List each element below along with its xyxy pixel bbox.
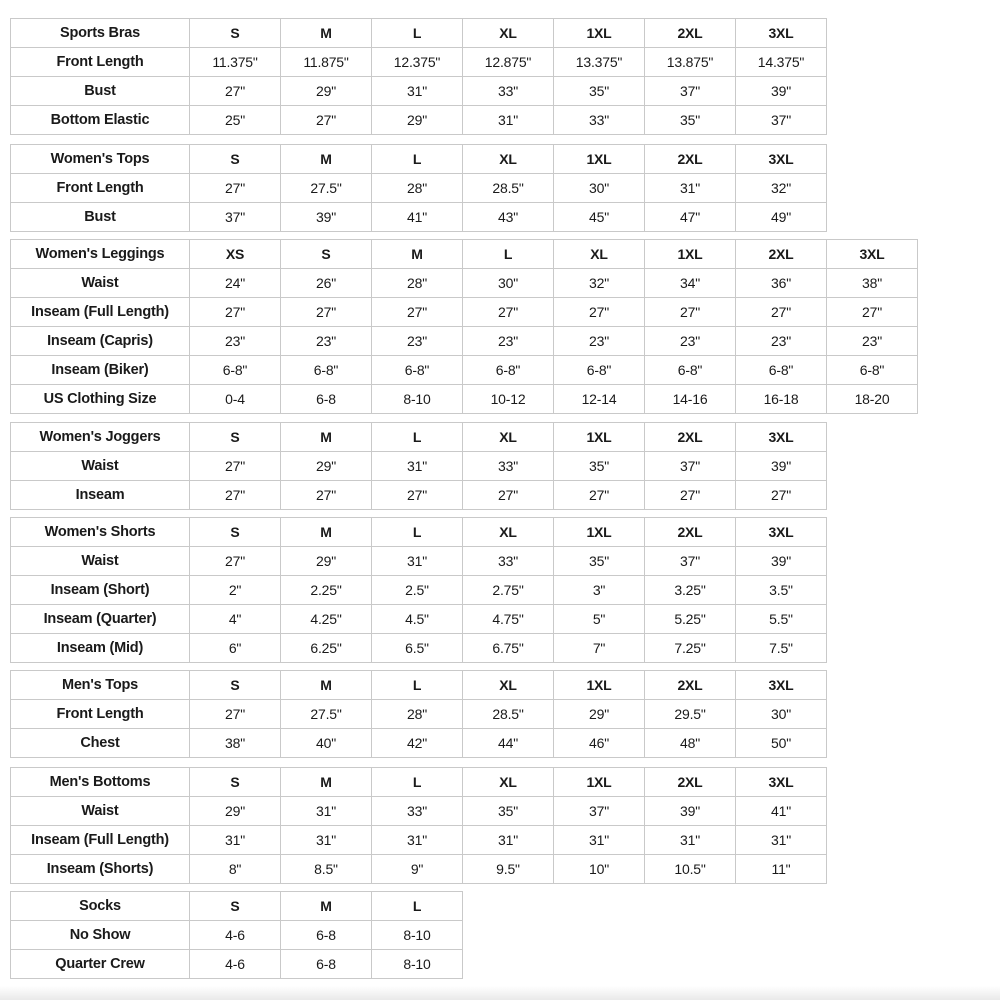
measurement-label: US Clothing Size — [11, 385, 190, 414]
measurement-label: Waist — [11, 547, 190, 576]
measurement-cell: 31" — [281, 797, 372, 826]
measurement-cell: 25" — [190, 106, 281, 135]
measurement-label: Inseam (Quarter) — [11, 605, 190, 634]
measurement-cell: 8.5" — [281, 855, 372, 884]
measurement-cell: 41" — [736, 797, 827, 826]
measurement-cell: 27" — [190, 174, 281, 203]
measurement-cell: 37" — [645, 547, 736, 576]
measurement-label: Waist — [11, 452, 190, 481]
table-row — [11, 106, 827, 135]
measurement-cell: 12.875" — [463, 48, 554, 77]
table-row — [11, 203, 827, 232]
measurement-cell: 48" — [645, 729, 736, 758]
size-header-cell: 3XL — [736, 423, 827, 452]
table-row — [11, 481, 827, 510]
size-header-cell: M — [281, 145, 372, 174]
measurement-cell: 27" — [190, 481, 281, 510]
measurement-label: Inseam (Short) — [11, 576, 190, 605]
header-row — [11, 423, 827, 452]
measurement-cell: 41" — [372, 203, 463, 232]
measurement-cell: 27.5" — [281, 700, 372, 729]
size-header-cell: XL — [463, 145, 554, 174]
measurement-cell: 6.5" — [372, 634, 463, 663]
table-row — [11, 298, 918, 327]
measurement-cell: 24" — [190, 269, 281, 298]
measurement-cell: 2.75" — [463, 576, 554, 605]
measurement-cell: 5" — [554, 605, 645, 634]
measurement-label: Inseam (Mid) — [11, 634, 190, 663]
measurement-cell: 28.5" — [463, 700, 554, 729]
table-row — [11, 452, 827, 481]
measurement-cell: 23" — [554, 327, 645, 356]
table-row — [11, 576, 827, 605]
measurement-cell: 39" — [736, 452, 827, 481]
measurement-cell: 31" — [736, 826, 827, 855]
size-header-cell: XL — [463, 518, 554, 547]
measurement-cell: 27" — [463, 481, 554, 510]
table-row — [11, 356, 918, 385]
size-header-cell: L — [372, 671, 463, 700]
measurement-cell: 16-18 — [736, 385, 827, 414]
measurement-cell: 27" — [554, 298, 645, 327]
measurement-cell: 23" — [190, 327, 281, 356]
measurement-cell: 26" — [281, 269, 372, 298]
table-row — [11, 797, 827, 826]
measurement-cell: 29" — [372, 106, 463, 135]
measurement-cell: 33" — [463, 452, 554, 481]
measurement-cell: 31" — [372, 452, 463, 481]
measurement-label: Front Length — [11, 174, 190, 203]
measurement-cell: 2.25" — [281, 576, 372, 605]
size-header-cell: XL — [554, 240, 645, 269]
size-header-cell: XS — [190, 240, 281, 269]
measurement-cell: 7.25" — [645, 634, 736, 663]
size-header-cell: 1XL — [554, 768, 645, 797]
header-row — [11, 768, 827, 797]
measurement-cell: 4" — [190, 605, 281, 634]
measurement-cell: 27" — [190, 452, 281, 481]
measurement-label: Waist — [11, 269, 190, 298]
table-row — [11, 77, 827, 106]
size-header-cell: XL — [463, 423, 554, 452]
measurement-cell: 6-8" — [281, 356, 372, 385]
measurement-cell: 35" — [554, 452, 645, 481]
measurement-cell: 35" — [463, 797, 554, 826]
womens-leggings-table — [10, 239, 918, 414]
measurement-cell: 14.375" — [736, 48, 827, 77]
category-label: Women's Shorts — [11, 518, 190, 547]
size-header-cell: 3XL — [827, 240, 918, 269]
measurement-cell: 47" — [645, 203, 736, 232]
size-header-cell: L — [372, 19, 463, 48]
measurement-cell: 6-8" — [463, 356, 554, 385]
measurement-cell: 5.5" — [736, 605, 827, 634]
measurement-cell: 8-10 — [372, 385, 463, 414]
table-row — [11, 826, 827, 855]
size-header-cell: M — [372, 240, 463, 269]
bottom-shadow — [0, 986, 1000, 1000]
size-header-cell: L — [372, 423, 463, 452]
measurement-cell: 27" — [190, 700, 281, 729]
size-header-cell: 1XL — [554, 423, 645, 452]
measurement-cell: 10-12 — [463, 385, 554, 414]
measurement-cell: 18-20 — [827, 385, 918, 414]
measurement-cell: 39" — [736, 547, 827, 576]
measurement-cell: 38" — [827, 269, 918, 298]
size-header-cell: 3XL — [736, 671, 827, 700]
measurement-label: Bust — [11, 77, 190, 106]
measurement-label: Chest — [11, 729, 190, 758]
measurement-cell: 30" — [463, 269, 554, 298]
size-header-cell: S — [190, 768, 281, 797]
table-row — [11, 269, 918, 298]
measurement-cell: 9.5" — [463, 855, 554, 884]
table-row — [11, 174, 827, 203]
mens-tops-table — [10, 670, 827, 758]
header-row — [11, 892, 463, 921]
measurement-cell: 28" — [372, 700, 463, 729]
size-header-cell: 1XL — [554, 671, 645, 700]
measurement-cell: 37" — [190, 203, 281, 232]
measurement-cell: 29" — [554, 700, 645, 729]
table-row — [11, 855, 827, 884]
size-header-cell: L — [372, 768, 463, 797]
category-label: Men's Bottoms — [11, 768, 190, 797]
measurement-cell: 37" — [645, 452, 736, 481]
measurement-cell: 31" — [281, 826, 372, 855]
measurement-cell: 39" — [281, 203, 372, 232]
header-row — [11, 671, 827, 700]
measurement-cell: 11.875" — [281, 48, 372, 77]
measurement-cell: 3" — [554, 576, 645, 605]
measurement-cell: 3.5" — [736, 576, 827, 605]
size-header-cell: L — [372, 892, 463, 921]
measurement-cell: 10.5" — [645, 855, 736, 884]
table-row — [11, 729, 827, 758]
size-header-cell: M — [281, 423, 372, 452]
size-header-cell: L — [372, 518, 463, 547]
measurement-cell: 8" — [190, 855, 281, 884]
measurement-cell: 45" — [554, 203, 645, 232]
measurement-cell: 30" — [554, 174, 645, 203]
measurement-cell: 27" — [281, 298, 372, 327]
measurement-cell: 40" — [281, 729, 372, 758]
measurement-cell: 12-14 — [554, 385, 645, 414]
table-row — [11, 921, 463, 950]
measurement-cell: 31" — [463, 826, 554, 855]
size-header-cell: 3XL — [736, 19, 827, 48]
measurement-cell: 32" — [736, 174, 827, 203]
size-header-cell: S — [190, 671, 281, 700]
size-header-cell: XL — [463, 19, 554, 48]
measurement-cell: 11" — [736, 855, 827, 884]
measurement-cell: 31" — [190, 826, 281, 855]
measurement-cell: 6-8" — [190, 356, 281, 385]
measurement-cell: 14-16 — [645, 385, 736, 414]
category-label: Men's Tops — [11, 671, 190, 700]
measurement-cell: 33" — [372, 797, 463, 826]
size-header-cell: M — [281, 671, 372, 700]
measurement-cell: 42" — [372, 729, 463, 758]
measurement-cell: 4-6 — [190, 921, 281, 950]
measurement-cell: 27" — [463, 298, 554, 327]
measurement-cell: 23" — [463, 327, 554, 356]
table-row — [11, 950, 463, 979]
measurement-cell: 31" — [372, 77, 463, 106]
size-header-cell: XL — [463, 768, 554, 797]
measurement-cell: 29.5" — [645, 700, 736, 729]
measurement-cell: 23" — [645, 327, 736, 356]
measurement-cell: 23" — [281, 327, 372, 356]
measurement-cell: 29" — [190, 797, 281, 826]
measurement-label: Quarter Crew — [11, 950, 190, 979]
table-row — [11, 48, 827, 77]
measurement-cell: 23" — [736, 327, 827, 356]
measurement-cell: 4.75" — [463, 605, 554, 634]
measurement-cell: 6-8" — [372, 356, 463, 385]
measurement-cell: 33" — [463, 77, 554, 106]
measurement-label: Bust — [11, 203, 190, 232]
measurement-cell: 28.5" — [463, 174, 554, 203]
measurement-cell: 6-8" — [736, 356, 827, 385]
measurement-cell: 2.5" — [372, 576, 463, 605]
header-row — [11, 240, 918, 269]
measurement-cell: 6.75" — [463, 634, 554, 663]
measurement-cell: 4.5" — [372, 605, 463, 634]
measurement-label: Inseam (Capris) — [11, 327, 190, 356]
measurement-cell: 27" — [372, 298, 463, 327]
measurement-cell: 6" — [190, 634, 281, 663]
size-header-cell: 2XL — [645, 19, 736, 48]
measurement-cell: 31" — [372, 826, 463, 855]
measurement-cell: 6-8" — [645, 356, 736, 385]
size-header-cell: 2XL — [645, 145, 736, 174]
measurement-cell: 34" — [645, 269, 736, 298]
measurement-label: No Show — [11, 921, 190, 950]
measurement-cell: 6-8 — [281, 921, 372, 950]
measurement-cell: 31" — [554, 826, 645, 855]
size-header-cell: 1XL — [645, 240, 736, 269]
category-label: Women's Joggers — [11, 423, 190, 452]
measurement-cell: 10" — [554, 855, 645, 884]
measurement-cell: 27" — [554, 481, 645, 510]
size-header-cell: 2XL — [645, 768, 736, 797]
measurement-cell: 9" — [372, 855, 463, 884]
measurement-cell: 27" — [736, 298, 827, 327]
size-header-cell: M — [281, 768, 372, 797]
table-row — [11, 605, 827, 634]
measurement-cell: 27" — [190, 77, 281, 106]
measurement-label: Bottom Elastic — [11, 106, 190, 135]
measurement-cell: 29" — [281, 77, 372, 106]
measurement-cell: 35" — [554, 77, 645, 106]
table-row — [11, 634, 827, 663]
measurement-cell: 35" — [554, 547, 645, 576]
measurement-cell: 27" — [372, 481, 463, 510]
size-header-cell: 2XL — [645, 671, 736, 700]
measurement-cell: 6-8" — [554, 356, 645, 385]
measurement-label: Inseam (Full Length) — [11, 826, 190, 855]
measurement-cell: 27" — [281, 106, 372, 135]
measurement-cell: 49" — [736, 203, 827, 232]
measurement-cell: 3.25" — [645, 576, 736, 605]
womens-shorts-table — [10, 517, 827, 663]
size-header-cell: 1XL — [554, 518, 645, 547]
size-header-cell: S — [190, 145, 281, 174]
size-header-cell: 3XL — [736, 768, 827, 797]
size-header-cell: 2XL — [645, 518, 736, 547]
size-header-cell: 1XL — [554, 19, 645, 48]
measurement-cell: 35" — [645, 106, 736, 135]
measurement-cell: 6-8" — [827, 356, 918, 385]
measurement-cell: 28" — [372, 174, 463, 203]
size-header-cell: M — [281, 892, 372, 921]
measurement-label: Waist — [11, 797, 190, 826]
measurement-cell: 29" — [281, 452, 372, 481]
header-row — [11, 19, 827, 48]
measurement-cell: 31" — [463, 106, 554, 135]
socks-table — [10, 891, 463, 979]
category-label: Women's Tops — [11, 145, 190, 174]
measurement-label: Front Length — [11, 48, 190, 77]
measurement-cell: 27" — [827, 298, 918, 327]
measurement-label: Inseam (Biker) — [11, 356, 190, 385]
size-header-cell: 3XL — [736, 145, 827, 174]
measurement-cell: 44" — [463, 729, 554, 758]
measurement-cell: 8-10 — [372, 921, 463, 950]
measurement-cell: 30" — [736, 700, 827, 729]
measurement-cell: 7.5" — [736, 634, 827, 663]
measurement-cell: 31" — [372, 547, 463, 576]
measurement-cell: 12.375" — [372, 48, 463, 77]
category-label: Socks — [11, 892, 190, 921]
measurement-cell: 39" — [736, 77, 827, 106]
measurement-cell: 27.5" — [281, 174, 372, 203]
measurement-cell: 37" — [736, 106, 827, 135]
measurement-cell: 27" — [190, 547, 281, 576]
measurement-label: Inseam (Shorts) — [11, 855, 190, 884]
measurement-cell: 38" — [190, 729, 281, 758]
header-row — [11, 145, 827, 174]
measurement-cell: 23" — [827, 327, 918, 356]
measurement-label: Inseam (Full Length) — [11, 298, 190, 327]
measurement-cell: 29" — [281, 547, 372, 576]
measurement-cell: 31" — [645, 174, 736, 203]
measurement-cell: 37" — [554, 797, 645, 826]
mens-bottoms-table — [10, 767, 827, 884]
size-header-cell: M — [281, 19, 372, 48]
size-header-cell: L — [463, 240, 554, 269]
measurement-cell: 37" — [645, 77, 736, 106]
size-header-cell: L — [372, 145, 463, 174]
measurement-cell: 7" — [554, 634, 645, 663]
size-header-cell: S — [190, 19, 281, 48]
size-header-cell: S — [190, 423, 281, 452]
measurement-cell: 50" — [736, 729, 827, 758]
size-header-cell: 2XL — [645, 423, 736, 452]
measurement-cell: 27" — [645, 481, 736, 510]
measurement-cell: 6-8 — [281, 950, 372, 979]
measurement-cell: 4-6 — [190, 950, 281, 979]
size-header-cell: S — [190, 518, 281, 547]
measurement-cell: 27" — [645, 298, 736, 327]
measurement-cell: 27" — [281, 481, 372, 510]
measurement-cell: 39" — [645, 797, 736, 826]
header-row — [11, 518, 827, 547]
measurement-cell: 13.375" — [554, 48, 645, 77]
measurement-cell: 46" — [554, 729, 645, 758]
measurement-cell: 8-10 — [372, 950, 463, 979]
size-header-cell: 2XL — [736, 240, 827, 269]
size-header-cell: S — [281, 240, 372, 269]
womens-joggers-table — [10, 422, 827, 510]
measurement-cell: 33" — [463, 547, 554, 576]
sports-bras-table — [10, 18, 827, 135]
size-header-cell: XL — [463, 671, 554, 700]
size-header-cell: S — [190, 892, 281, 921]
measurement-cell: 32" — [554, 269, 645, 298]
measurement-cell: 13.875" — [645, 48, 736, 77]
size-header-cell: M — [281, 518, 372, 547]
table-row — [11, 385, 918, 414]
size-header-cell: 3XL — [736, 518, 827, 547]
measurement-label: Inseam — [11, 481, 190, 510]
table-row — [11, 547, 827, 576]
measurement-cell: 6.25" — [281, 634, 372, 663]
measurement-cell: 2" — [190, 576, 281, 605]
measurement-label: Front Length — [11, 700, 190, 729]
category-label: Women's Leggings — [11, 240, 190, 269]
size-header-cell: 1XL — [554, 145, 645, 174]
measurement-cell: 23" — [372, 327, 463, 356]
table-row — [11, 327, 918, 356]
measurement-cell: 0-4 — [190, 385, 281, 414]
table-row — [11, 700, 827, 729]
measurement-cell: 28" — [372, 269, 463, 298]
measurement-cell: 27" — [190, 298, 281, 327]
measurement-cell: 27" — [736, 481, 827, 510]
measurement-cell: 33" — [554, 106, 645, 135]
measurement-cell: 31" — [645, 826, 736, 855]
measurement-cell: 11.375" — [190, 48, 281, 77]
measurement-cell: 4.25" — [281, 605, 372, 634]
measurement-cell: 6-8 — [281, 385, 372, 414]
category-label: Sports Bras — [11, 19, 190, 48]
measurement-cell: 43" — [463, 203, 554, 232]
womens-tops-table — [10, 144, 827, 232]
measurement-cell: 36" — [736, 269, 827, 298]
measurement-cell: 5.25" — [645, 605, 736, 634]
